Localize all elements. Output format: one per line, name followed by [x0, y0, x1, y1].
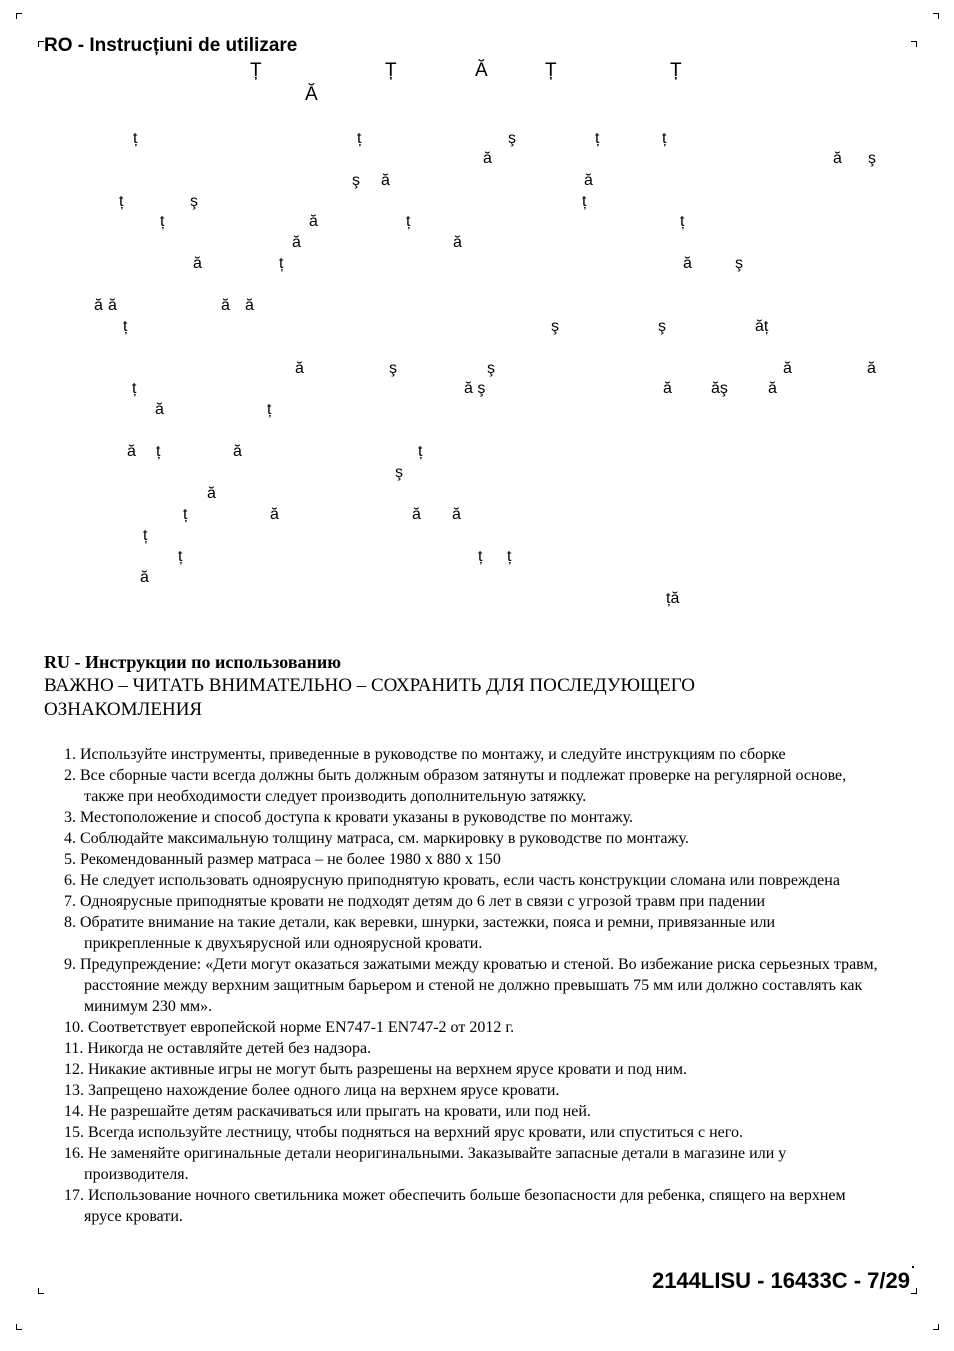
ro-diacritic: ț: [119, 193, 124, 210]
ro-diacritic: ț: [662, 130, 667, 147]
ro-diacritic: ț: [123, 318, 128, 335]
ru-instruction-item: 14. Не разрешайте детям раскачиваться или прыгать на кровати, или под ней.: [64, 1103, 591, 1120]
ro-diacritic: ț: [133, 130, 138, 147]
ro-diacritic: ş: [389, 360, 397, 377]
ru-instruction-item: 12. Никакие активные игры не могут быть разрешены на верхнем ярусе кровати и под ним.: [64, 1061, 688, 1078]
ro-diacritic: ş: [395, 464, 403, 481]
ro-diacritic: ă: [155, 401, 164, 418]
ro-diacritic: ă ş: [464, 380, 486, 397]
ro-diacritic: ă: [292, 234, 301, 251]
ro-diacritic: ă: [270, 506, 279, 523]
ro-diacritic: ț: [156, 443, 161, 460]
ro-diacritic: ă: [193, 255, 202, 272]
ru-instructions-list: [64, 744, 884, 1227]
ro-diacritic: ă: [867, 360, 876, 377]
ro-diacritics-area: [0, 0, 954, 620]
ro-diacritic: Ț: [545, 60, 557, 81]
crop-mark-bottom-right: [933, 1324, 939, 1330]
ro-diacritic: ă: [833, 150, 842, 167]
ro-diacritic: Ț: [670, 60, 682, 81]
ro-diacritic: ă: [245, 297, 254, 314]
ru-warning-heading: ВАЖНО – ЧИТАТЬ ВНИМАТЕЛЬНО – СОХРАНИТЬ ДЛЯ ПОСЛЕДУЮЩЕГО ОЗНАКОМЛЕНИЯ: [44, 675, 695, 720]
ru-instruction-item: 17. Использование ночного светильника может обеспечить больше безопасности для ребенка, спящего на верхнем ярусе кровати.: [64, 1187, 846, 1225]
ro-diacritic: ă: [483, 150, 492, 167]
ro-diacritic: ț: [418, 443, 423, 460]
ro-diacritic: ț: [680, 213, 685, 230]
ro-diacritic: ş: [868, 150, 876, 167]
ro-diacritic: ş: [190, 193, 198, 210]
ro-diacritic: ă: [221, 297, 230, 314]
ro-diacritic: Ă: [475, 60, 488, 81]
ro-diacritic: ş: [735, 255, 743, 272]
ro-diacritic: ăț: [755, 318, 769, 335]
ru-instruction-item: 7. Одноярусные приподнятые кровати не подходят детям до 6 лет в связи с угрозой травм при падении: [64, 893, 766, 910]
ro-diacritic: ă: [309, 213, 318, 230]
ro-diacritic: ă: [683, 255, 692, 272]
ro-diacritic: ş: [487, 360, 495, 377]
ru-instruction-item: 1. Используйте инструменты, приведенные в руководстве по монтажу, и следуйте инструкциям по сборке: [64, 746, 786, 763]
ro-diacritic: ț: [178, 548, 183, 565]
ro-diacritic: ț: [279, 255, 284, 272]
ro-diacritic: ț: [582, 193, 587, 210]
footer-dot: [912, 1266, 914, 1268]
ro-diacritic: ă: [108, 297, 117, 314]
ro-diacritic: ț: [507, 548, 512, 565]
ro-diacritic: ă: [768, 380, 777, 397]
ro-diacritic: ț: [267, 401, 272, 418]
ru-instruction-item: 5. Рекомендованный размер матраса – не более 1980 x 880 x 150: [64, 851, 501, 868]
frame-mark-bottom-right: [911, 1288, 917, 1294]
ro-diacritic: Ț: [385, 60, 397, 81]
ru-instruction-item: 9. Предупреждение: «Дети могут оказаться зажатыми между кроватью и стеной. Во избежание риска серьезных травм, расстояние между верхним защитным барьером и стеной не должно превышать 75 мм или должно составлять как минимум 230 мм».: [64, 956, 878, 1015]
ro-diacritic: Ă: [305, 84, 318, 105]
ru-instruction-item: 11. Никогда не оставляйте детей без надзора.: [64, 1040, 372, 1057]
ro-diacritic: ă: [663, 380, 672, 397]
ro-diacritic: ă: [127, 443, 136, 460]
ro-diacritic: ă: [783, 360, 792, 377]
ro-diacritic: ş: [551, 318, 559, 335]
ro-diacritic: ş: [352, 172, 360, 189]
ro-diacritic: ă: [94, 297, 103, 314]
ru-instruction-item: 2. Все сборные части всегда должны быть должным образом затянуты и подлежат проверке на регулярной основе, также при необходимости следует производить дополнительную затяжку.: [64, 767, 847, 805]
ro-section-title: RO - Instrucțiuni de utilizare: [44, 35, 298, 56]
ro-diacritic: ț: [478, 548, 483, 565]
ro-diacritic: ă: [584, 172, 593, 189]
ro-diacritic: ă: [295, 360, 304, 377]
page-code: 2144LISU - 16433C - 7/29: [651, 1268, 910, 1293]
ro-diacritic: ă: [207, 485, 216, 502]
crop-mark-bottom-left: [16, 1324, 22, 1330]
ru-instruction-item: 16. Не заменяйте оригинальные детали неоригинальными. Заказывайте запасные детали в магазине или у производителя.: [64, 1145, 787, 1183]
ro-diacritic: ț: [357, 130, 362, 147]
ro-diacritic: ă: [412, 506, 421, 523]
ro-diacritic: ț: [160, 213, 165, 230]
ro-diacritic: ță: [666, 590, 680, 607]
ro-diacritic: ş: [658, 318, 666, 335]
ro-diacritic: ă: [453, 234, 462, 251]
ru-instruction-item: 10. Соответствует европейской норме EN747-1 EN747-2 от 2012 г.: [64, 1019, 515, 1036]
ru-instruction-item: 4. Соблюдайте максимальную толщину матраса, см. маркировку в руководстве по монтажу.: [64, 830, 689, 847]
ru-instruction-item: 13. Запрещено нахождение более одного лица на верхнем ярусе кровати.: [64, 1082, 560, 1099]
ro-diacritic: ă: [381, 172, 390, 189]
ru-instruction-item: 15. Всегда используйте лестницу, чтобы подняться на верхний ярус кровати, или спуститься с него.: [64, 1124, 743, 1141]
ro-diacritic: ă: [140, 569, 149, 586]
frame-mark-bottom-left: [38, 1288, 44, 1294]
ru-instruction-item: 8. Обратите внимание на такие детали, как веревки, шнурки, застежки, пояса и ремни, привязанные или прикрепленные к двухъярусной или одноярусной кровати.: [64, 914, 776, 952]
ro-diacritic: ă: [452, 506, 461, 523]
ro-diacritic: ă: [233, 443, 242, 460]
ro-diacritic: ț: [183, 506, 188, 523]
ro-diacritic: ț: [406, 213, 411, 230]
ru-instruction-item: 6. Не следует использовать одноярусную приподнятую кровать, если часть конструкции сломана или повреждена: [64, 872, 840, 889]
ro-diacritic: ț: [595, 130, 600, 147]
ro-diacritic: ț: [143, 527, 148, 544]
ro-diacritic: ăş: [711, 380, 728, 397]
ro-diacritic: ş: [508, 130, 516, 147]
ru-instruction-item: 3. Местоположение и способ доступа к кровати указаны в руководстве по монтажу.: [64, 809, 634, 826]
ro-diacritic: Ț: [250, 60, 262, 81]
ru-section-title: RU - Инструкции по использованию: [44, 652, 342, 672]
ro-diacritic: ț: [132, 380, 137, 397]
